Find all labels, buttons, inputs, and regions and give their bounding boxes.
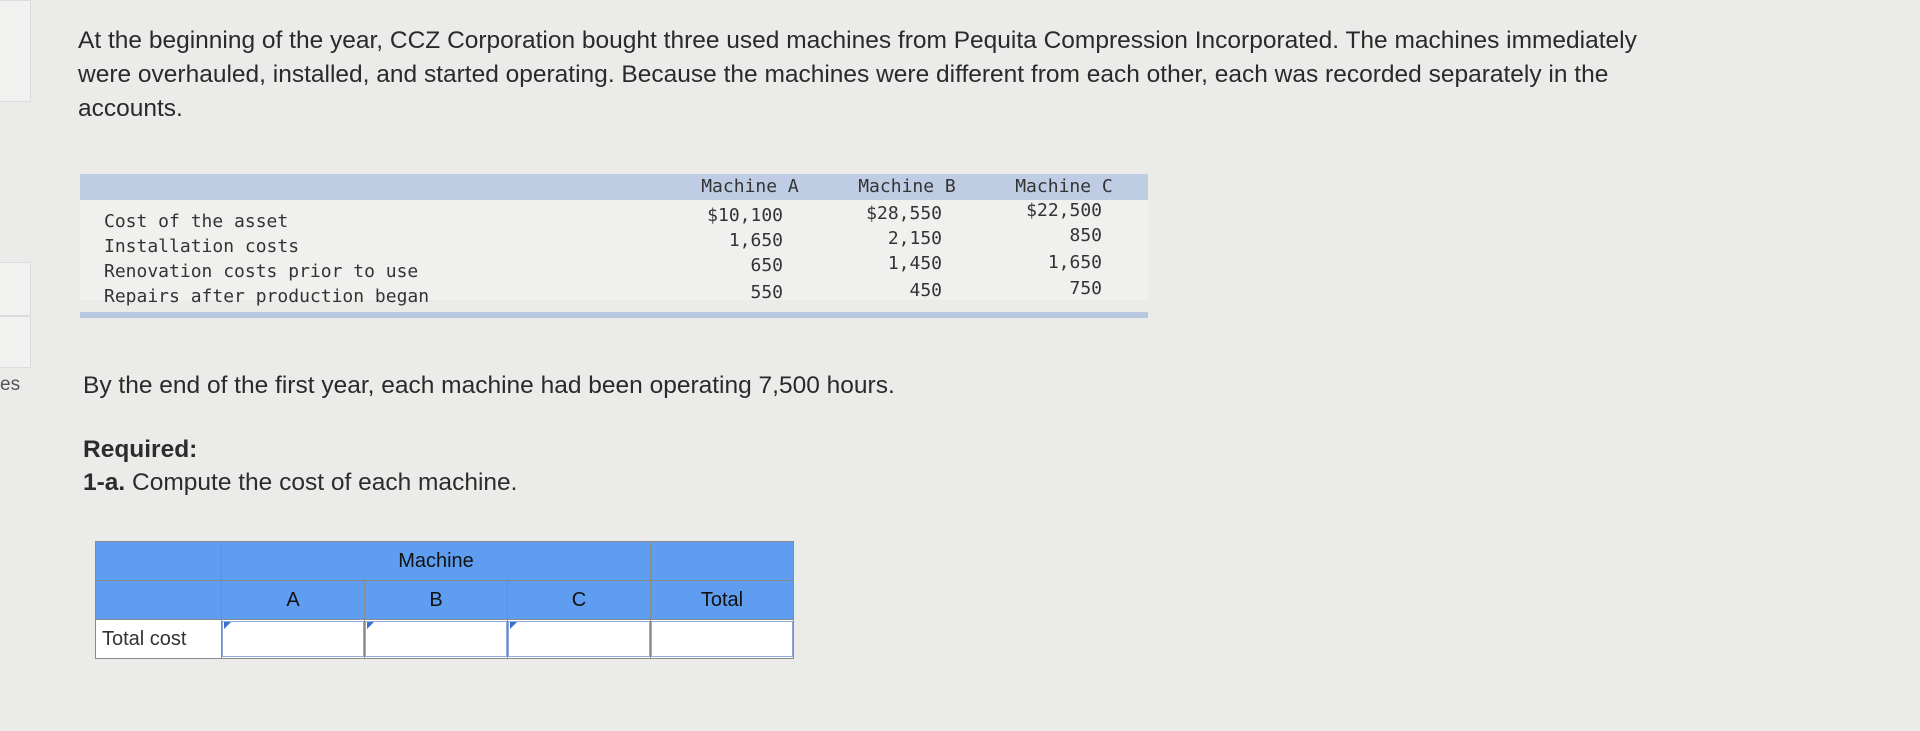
cell-value: $28,550 [866,203,942,224]
left-panel-edge [0,316,31,368]
row-label-total-cost: Total cost [96,620,222,659]
header-machine-group: Machine [222,542,651,581]
problem-intro: At the beginning of the year, CCZ Corporation bought three used machines from Pequita Compression Incorporated. The machines immediately were overhauled, installed, and started operating. Because the machines were different from each other, each was recorded separately in the accounts. [78,27,1637,122]
table-header-bar [80,174,1148,200]
row-label: Installation costs [104,236,300,257]
header-machine-c: C [508,581,651,620]
cell-value: 1,450 [887,253,942,274]
cell-value: 650 [750,255,783,276]
col-header-machine-c: Machine C [1015,176,1113,197]
total-cost-b-input[interactable] [365,621,507,657]
left-panel-edge [0,0,31,102]
total-cost-c-input[interactable] [508,621,650,657]
answer-cell-c [508,620,651,659]
col-header-machine-a: Machine A [701,176,799,197]
cell-value: 850 [1069,225,1102,246]
answer-table [95,541,794,659]
total-cost-a-input[interactable] [222,621,364,657]
cell-value: 550 [750,282,783,303]
machine-cost-table [80,168,1148,324]
row-label: Repairs after production began [104,286,430,307]
cell-value: 1,650 [1047,252,1102,273]
total-cost-total-input[interactable] [651,621,793,657]
cell-value: 2,150 [887,228,942,249]
operating-hours-text: By the end of the first year, each machine had been operating 7,500 hours. [83,372,895,399]
header-blank [96,581,222,620]
header-blank [96,542,222,581]
header-machine-b: B [365,581,508,620]
requirement-1a [83,469,517,497]
header-machine-a: A [222,581,365,620]
cell-value: 450 [909,280,942,301]
cell-value: $10,100 [707,205,783,226]
row-label: Cost of the asset [104,211,289,232]
answer-cell-a [222,620,365,659]
cell-value: 750 [1069,278,1102,299]
left-panel-label: es [0,374,21,395]
col-header-machine-b: Machine B [858,176,956,197]
row-label: Renovation costs prior to use [104,261,419,282]
answer-cell-total [651,620,794,659]
cell-value: $22,500 [1026,200,1102,221]
required-heading: Required: [83,436,198,463]
table-bottom-rule [80,312,1148,318]
requirement-text: Compute the cost of each machine. [132,469,518,496]
requirement-number: 1-a. [83,469,126,496]
header-blank [651,542,794,581]
cell-value: 1,650 [728,230,783,251]
left-panel-edge [0,262,31,316]
header-total: Total [651,581,794,620]
answer-cell-b [365,620,508,659]
